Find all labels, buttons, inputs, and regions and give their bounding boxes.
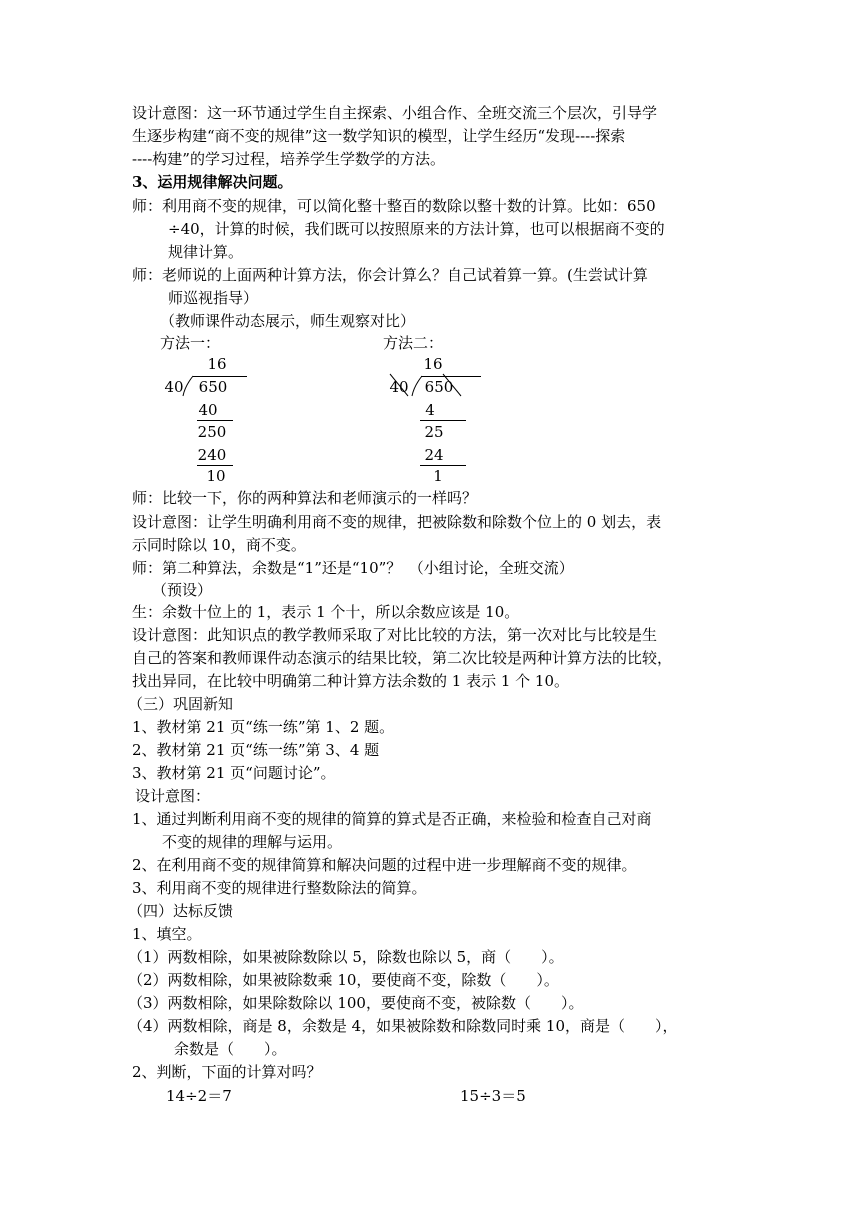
text-line: 师：第二种算法，余数是“1”还是“10”？ （小组讨论，全班交流） — [132, 559, 574, 577]
divisor: 40 — [389, 378, 409, 396]
equation-left: 14÷2＝7 — [166, 1087, 232, 1105]
text-line: 设计意图： — [135, 787, 211, 805]
text-line: 不变的规律的理解与运用。 — [162, 833, 343, 851]
section-heading: 3、运用规律解决问题。 — [132, 173, 293, 191]
list-item: 3、教材第 21 页“问题讨论”。 — [132, 764, 336, 782]
text-line: 自己的答案和教师课件动态演示的结果比较，第二次比较是两种计算方法的比较， — [132, 649, 673, 667]
dividend: 650 — [424, 378, 454, 396]
step-product: 24 — [424, 446, 444, 464]
divisor: 40 — [164, 378, 184, 396]
text-line: 师：利用商不变的规律，可以简化整十整百的数除以整十数的计算。比如：650 — [132, 197, 656, 215]
step-product: 240 — [197, 446, 227, 464]
section-heading: （四）达标反馈 — [128, 902, 234, 920]
method1-label: 方法一： — [160, 334, 221, 352]
list-item: 3、利用商不变的规律进行整数除法的简算。 — [132, 879, 427, 897]
text-line: 生：余数十位上的 1，表示 1 个十，所以余数应该是 10。 — [132, 603, 520, 621]
text-line: （教师课件动态展示，师生观察对比） — [160, 312, 416, 330]
text-line: （预设） — [152, 581, 213, 599]
text-line: 设计意图：让学生明确利用商不变的规律，把被除数和除数个位上的 0 划去，表 — [132, 513, 662, 531]
quotient: 16 — [423, 355, 443, 373]
subtraction-line — [197, 420, 233, 421]
text-line: 找出异同，在比较中明确第二种计算方法余数的 1 表示 1 个 10。 — [132, 672, 570, 690]
step-product: 40 — [198, 401, 218, 419]
strike-zero-divisor-icon — [388, 372, 410, 398]
subtraction-line — [420, 420, 466, 421]
text-line: 设计意图：这一环节通过学生自主探索、小组合作、全班交流三个层次，引导学 — [132, 104, 658, 122]
step-product: 4 — [425, 401, 435, 419]
text-line: 余数是（ ）。 — [174, 1040, 287, 1058]
list-item: 2、在利用商不变的规律简算和解决问题的过程中进一步理解商不变的规律。 — [132, 856, 637, 874]
remainder: 10 — [206, 467, 226, 485]
subtraction-line — [420, 465, 466, 466]
text-line: 师：比较一下，你的两种算法和老师演示的一样吗？ — [132, 489, 478, 507]
remainder: 1 — [433, 467, 443, 485]
list-item: （2）两数相除，如果被除数乘 10，要使商不变，除数（ ）。 — [128, 971, 559, 989]
dividend: 650 — [198, 378, 228, 396]
equation-right: 15÷3＝5 — [460, 1087, 526, 1105]
text-line: 规律计算。 — [168, 243, 244, 261]
step-remainder: 250 — [197, 423, 227, 441]
list-item: （4）两数相除，商是 8，余数是 4，如果被除数和除数同时乘 10，商是（ ）， — [128, 1017, 678, 1035]
text-line: ----构建”的学习过程，培养学生学数学的方法。 — [132, 150, 445, 168]
step-remainder: 25 — [424, 423, 444, 441]
text-line: 设计意图：此知识点的教学教师采取了对比比较的方法，第一次对比与比较是生 — [132, 626, 658, 644]
text-line: 示同时除以 10，商不变。 — [132, 536, 306, 554]
section-heading: （三）巩固新知 — [128, 695, 234, 713]
list-item: 2、教材第 21 页“练一练”第 3、4 题 — [132, 741, 380, 759]
list-item: 1、教材第 21 页“练一练”第 1、2 题。 — [132, 718, 395, 736]
list-item: 2、判断，下面的计算对吗？ — [132, 1063, 322, 1081]
list-item: 1、填空。 — [132, 925, 202, 943]
strike-zero-dividend-icon — [441, 372, 463, 398]
text-line: 师巡视指导） — [168, 289, 259, 307]
text-line: 生逐步构建“商不变的规律”这一数学知识的模型，让学生经历“发现----探索 — [132, 127, 626, 145]
text-line: 师：老师说的上面两种计算方法，你会计算么？自己试着算一算。(生尝试计算 — [132, 266, 648, 284]
subtraction-line — [197, 465, 233, 466]
list-item: （3）两数相除，如果除数除以 100，要使商不变，被除数（ ）。 — [128, 994, 584, 1012]
method2-label: 方法二： — [383, 334, 444, 352]
text-line: ÷40，计算的时候，我们既可以按照原来的方法计算，也可以根据商不变的 — [168, 220, 665, 238]
list-item: （1）两数相除，如果被除数除以 5，除数也除以 5，商（ ）。 — [128, 948, 564, 966]
quotient: 16 — [207, 355, 227, 373]
list-item: 1、通过判断利用商不变的规律的简算的算式是否正确，来检验和检查自己对商 — [132, 810, 652, 828]
division-bar — [193, 376, 247, 377]
